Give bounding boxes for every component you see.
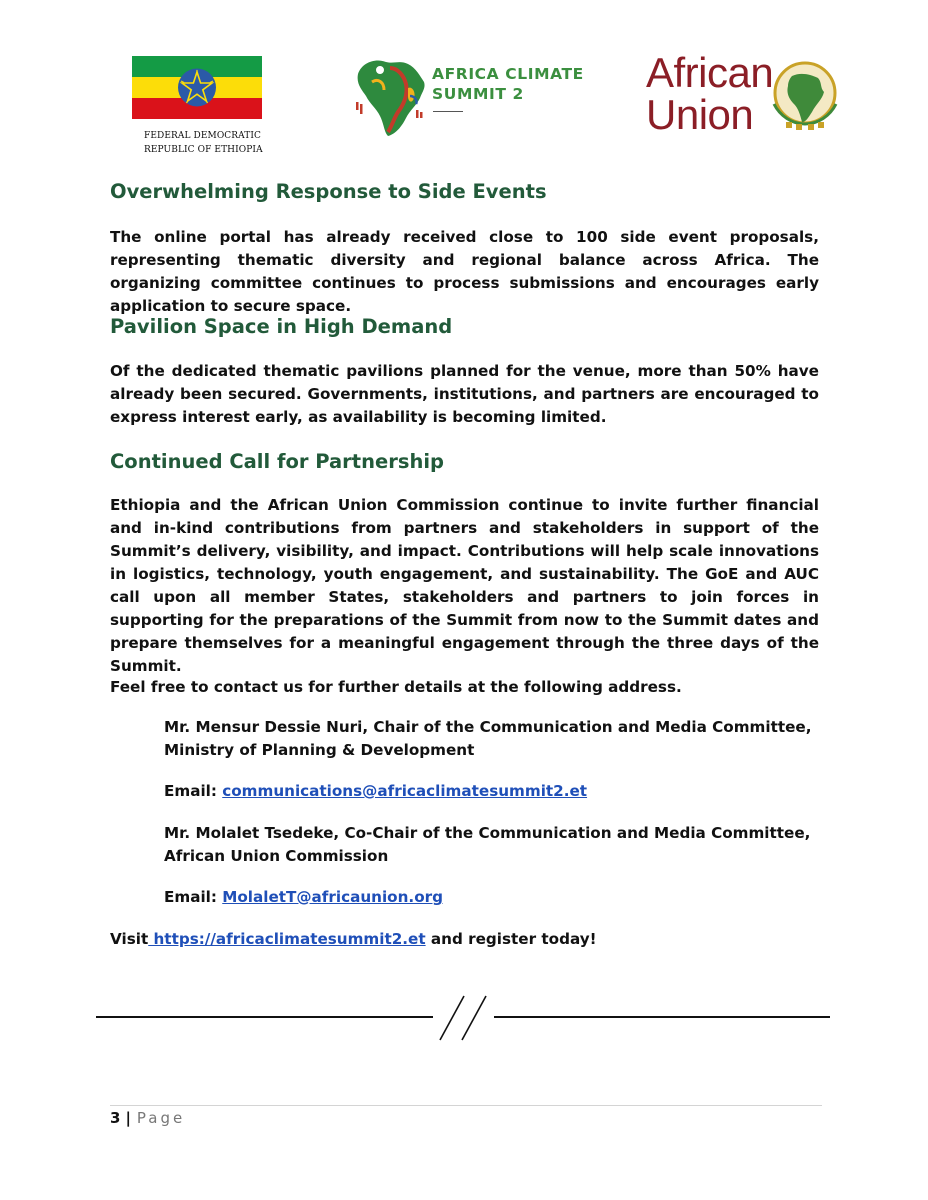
- contact-email-chair-line: [164, 780, 844, 803]
- au-logo-line1: African: [646, 49, 774, 96]
- section-body-pavilion: Of the dedicated thematic pavilions planned for the venue, more than 50% have already been secured. Governments, institutions, and partners are encouraged to express interest early, as availability is becoming limited.: [110, 362, 819, 426]
- acs-logo-text: [432, 64, 584, 104]
- contact-person-chair: Mr. Mensur Dessie Nuri, Chair of the Communication and Media Committee, Ministry of Planning & Development: [164, 718, 812, 759]
- page-number: 3: [110, 1109, 121, 1127]
- page-footer: [110, 1108, 185, 1128]
- visit-prefix: Visit: [110, 930, 149, 948]
- email-label: Email:: [164, 782, 223, 800]
- contact-person-cochair: Mr. Molalet Tsedeke, Co-Chair of the Communication and Media Committee, African Union Commission: [164, 824, 811, 865]
- section-heading-pavilion: Pavilion Space in High Demand: [110, 315, 453, 338]
- ethiopia-caption-line1: FEDERAL DEMOCRATIC: [144, 131, 262, 141]
- visit-suffix: and register today!: [425, 930, 597, 948]
- african-union-emblem-icon: [766, 60, 844, 132]
- ethiopia-caption: [144, 129, 264, 157]
- ethiopia-flag-logo: [132, 56, 262, 119]
- au-logo-line2: Union: [646, 91, 754, 138]
- acs-logo-line2: SUMMIT 2: [432, 85, 524, 103]
- footer-separator: |: [125, 1109, 131, 1127]
- website-link[interactable]: https://africaclimatesummit2.et: [148, 930, 426, 948]
- double-slash-divider-icon: [436, 992, 492, 1044]
- acs-logo-line1: AFRICA CLIMATE: [432, 65, 584, 83]
- email-link-molalet[interactable]: MolaletT@africaunion.org: [222, 888, 443, 906]
- section-body-side-events: The online portal has already received close to 100 side event proposals, representing thematic diversity and regional balance across Africa. The organizing committee continues to process submissions and encourages early application to secure space.: [110, 228, 819, 315]
- email-link-communications[interactable]: communications@africaclimatesummit2.et: [222, 782, 588, 800]
- section-body-partnership: Ethiopia and the African Union Commission continue to invite further financial and in-kind contributions from partners and stakeholders in support of the Summit’s delivery, visibility, and impact. Contributions will help scale innovations in logistics, technology, youth engagement, and sustainability. The GoE and AUC call upon all member States, stakeholders and partners to join forces in supporting for the preparations of the Summit from now to the Summit dates and prepare themselves for a meaningful engagement through the three days of the Summit.: [110, 496, 819, 675]
- page-label: Page: [136, 1109, 186, 1127]
- ethiopia-caption-line2: REPUBLIC OF ETHIOPIA: [144, 145, 263, 155]
- separator-line-left: [96, 1016, 433, 1018]
- footer-rule: [110, 1105, 822, 1106]
- email-label: Email:: [164, 888, 223, 906]
- acs-logo-rule: [433, 111, 463, 112]
- african-union-logo-text: [646, 49, 774, 138]
- section-heading-partnership: Continued Call for Partnership: [110, 450, 444, 473]
- contact-intro: Feel free to contact us for further details at the following address.: [110, 678, 682, 696]
- contact-email-cochair-line: [164, 886, 844, 909]
- section-heading-side-events: Overwhelming Response to Side Events: [110, 180, 547, 203]
- separator-line-right: [494, 1016, 830, 1018]
- visit-line: [110, 928, 819, 951]
